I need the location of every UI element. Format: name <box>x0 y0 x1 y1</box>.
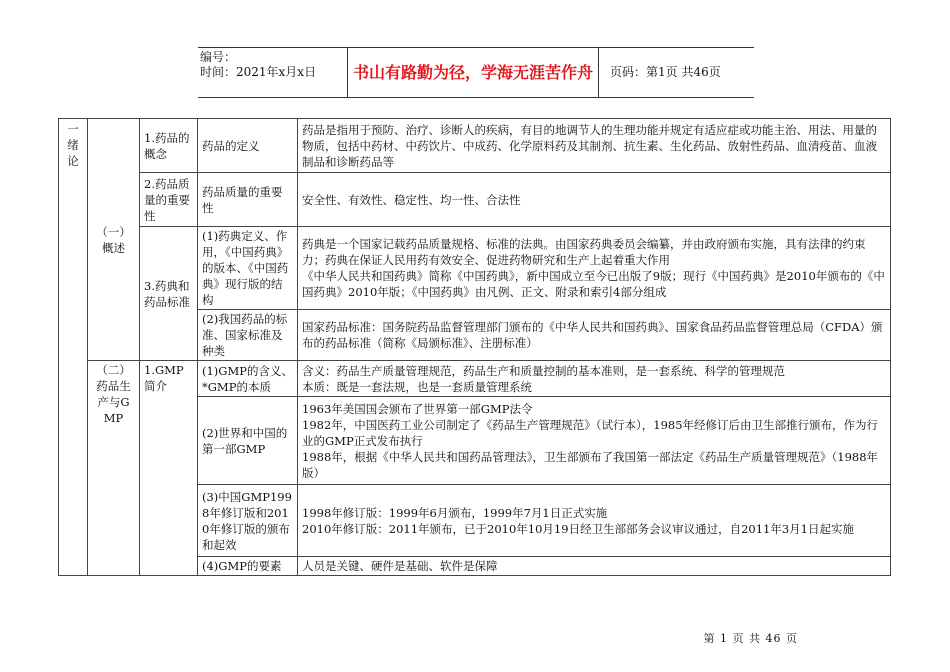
item-cell: (1)药典定义、作用，《中国药典》的版本、《中国药典》现行版的结构 <box>198 227 298 310</box>
item-cell: (1)GMP的含义、*GMP的本质 <box>198 361 298 397</box>
topic-cell: 1.GMP简介 <box>140 361 198 576</box>
header-meta <box>200 50 346 80</box>
item-cell: (2)我国药品的标准、国家标准及种类 <box>198 310 298 361</box>
content-cell: 1963年美国国会颁布了世界第一部GMP法令 1982年，中国医药工业公司制定了《药品生产管理规范》（试行本），1985年经修订后由卫生部推行颁布，作为行业的GMP正式发布执行 1988年，根据《中华人民共和国药品管理法》，卫生部颁布了我国第一部法定《药品生产质量管理规范》（1988年版） <box>298 397 891 485</box>
table-row <box>59 119 891 173</box>
item-cell: (2)世界和中国的第一部GMP <box>198 397 298 485</box>
topic-cell: 2.药品质量的重要性 <box>140 173 198 227</box>
content-table <box>58 118 891 576</box>
content-cell: 国家药品标准：国务院药品监督管理部门颁布的《中华人民共和国药典》、国家食品药品监督管理总局（CFDA）颁布的药品标准（简称《局颁标准》、注册标准） <box>298 310 891 361</box>
section-label: （一）概述 <box>88 119 140 361</box>
topic-cell: 1.药品的概念 <box>140 119 198 173</box>
content-cell: 含义：药品生产质量管理规范，药品生产和质量控制的基本准则，是一套系统、科学的管理规范 本质：既是一套法规，也是一套质量管理系统 <box>298 361 891 397</box>
time-label: 时间：2021年x月x日 <box>200 65 317 79</box>
table-row <box>59 227 891 310</box>
content-cell: 人员是关键、硬件是基础、软件是保障 <box>298 557 891 576</box>
content-cell: 1998年修订版：1999年6月颁布，1999年7月1日正式实施 2010年修订版：2011年颁布，已于2010年10月19日经卫生部部务会议审议通过，自2011年3月1日起实施 <box>298 485 891 557</box>
item-cell: 药品的定义 <box>198 119 298 173</box>
page-header <box>198 47 754 98</box>
motto: 书山有路勤为径，学海无涯苦作舟 <box>347 48 599 97</box>
page-footer: 第 1 页 共 46 页 <box>703 632 798 645</box>
chapter-label: 一 绪 论 <box>59 119 88 576</box>
content-cell: 药品是指用于预防、治疗、诊断人的疾病，有目的地调节人的生理功能并规定有适应症或功能主治、用法、用量的物质，包括中药材、中药饮片、中成药、化学原料药及其制剂、抗生素、生化药品、放射性药品、血清疫苗、血液制品和诊断药品等 <box>298 119 891 173</box>
item-cell: (3)中国GMP1998年修订版和2010年修订版的颁布和起效 <box>198 485 298 557</box>
section-label: （二）药品生产与GMP <box>88 361 140 576</box>
topic-cell: 3.药典和药品标准 <box>140 227 198 361</box>
serial-label: 编号： <box>200 50 237 64</box>
table-row <box>59 361 891 397</box>
item-cell: 药品质量的重要性 <box>198 173 298 227</box>
content-cell: 安全性、有效性、稳定性、均一性、合法性 <box>298 173 891 227</box>
table-row <box>59 173 891 227</box>
content-cell: 药典是一个国家记载药品质量规格、标准的法典。由国家药典委员会编纂，并由政府颁布实施，具有法律的约束力；药典在保证人民用药有效安全、促进药物研究和生产上起着重大作用 《中华人民共和国药典》简称《中国药典》，新中国成立至今已出版了9版；现行《中国药典》是2010年颁布的《中国药典》2010年版；《中国药典》由凡例、正文、附录和索引4部分组成 <box>298 227 891 310</box>
page-label: 页码：第1页 共46页 <box>610 65 721 79</box>
item-cell: (4)GMP的要素 <box>198 557 298 576</box>
